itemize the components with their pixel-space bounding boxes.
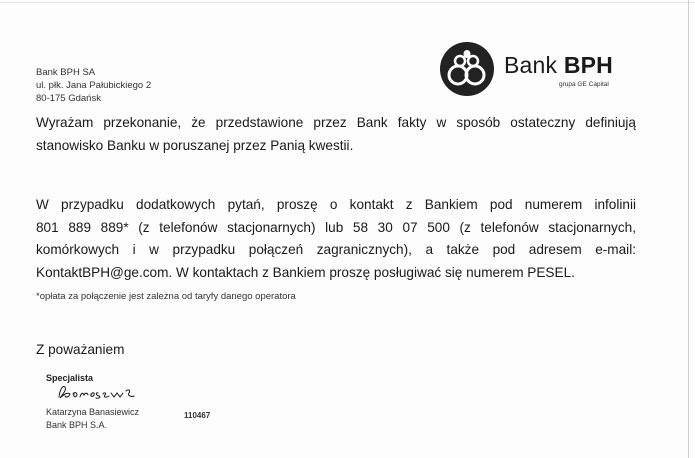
sender-name: Bank BPH SA (36, 67, 96, 78)
document-code: 110467 (184, 411, 211, 420)
handwritten-signature (56, 381, 136, 403)
paragraph-2 (36, 194, 636, 284)
logo-wordmark (504, 52, 613, 79)
paragraph-1 (36, 112, 636, 157)
sender-street: ul. płk. Jana Pałubickiego 2 (36, 80, 152, 91)
logo-word-bph: BPH (563, 52, 613, 78)
paragraph-1-line: Wyrażam przekonanie, że przedstawione przez Bank fakty w sposób ostateczny definiują (36, 115, 636, 130)
page-edge-right (688, 0, 689, 458)
paragraph-2-line: KontaktBPH@ge.com. W kontaktach z Bankiem proszę posługiwać się numerem PESEL. (36, 264, 575, 280)
signatory-title: Specjalista (46, 373, 94, 383)
bank-logo (438, 40, 628, 96)
signatory-organization: Bank BPH S.A. (46, 420, 108, 430)
sender-city: 80-175 Gdańsk (36, 93, 101, 104)
paragraph-2-line: komórkowych i w przypadku połączeń zagranicznych), a także pod adresem e-mail: (36, 242, 636, 257)
bph-logo-mark-icon (438, 40, 496, 98)
paragraph-2-line: 801 889 889* (z telefonów stacjonarnych) lub 58 30 07 500 (z telefonów stacjonarnych, (36, 219, 636, 235)
logo-word-bank: Bank (504, 52, 564, 78)
sender-address (36, 66, 151, 105)
logo-subtitle: grupa GE Capital (559, 81, 609, 88)
signatory-name: Katarzyna Banasiewicz (46, 407, 140, 417)
paragraph-1-line: stanowisko Banku w poruszanej przez Panią kwestii. (36, 137, 354, 153)
paragraph-2-line: W przypadku dodatkowych pytań, proszę o kontakt z Bankiem pod numerem infolinii (36, 197, 636, 212)
closing-greeting: Z poważaniem (36, 342, 125, 357)
footnote: *opłata za połączenie jest zależna od taryfy danego operatora (36, 291, 296, 302)
page-edge-top (0, 2, 695, 3)
